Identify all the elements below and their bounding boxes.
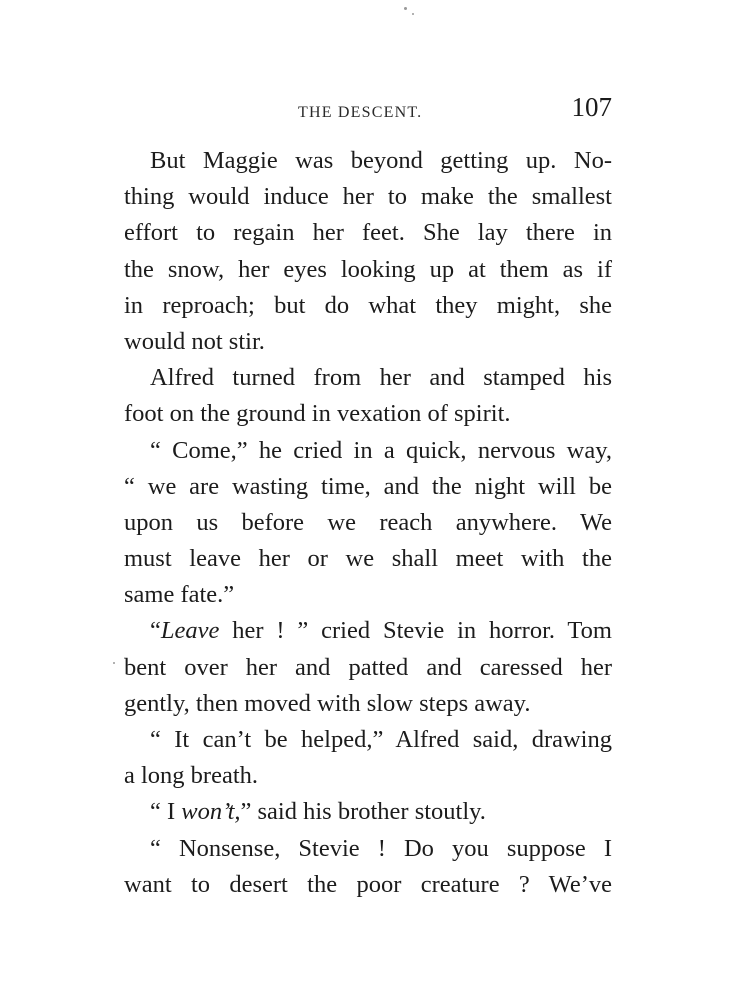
text-run: must leave her or we shall meet with the <box>124 545 612 573</box>
text-run: foot on the ground in vexation of spirit. <box>124 400 511 428</box>
text-line <box>124 613 612 649</box>
text-line <box>124 722 612 758</box>
italic-text: won’t, <box>181 798 241 826</box>
text-run: effort to regain her feet. She lay there in <box>124 219 612 247</box>
text-run: “ <box>150 617 161 645</box>
italic-text: Leave <box>160 617 220 645</box>
text-line <box>124 143 612 179</box>
text-run: gently, then moved with slow steps away. <box>124 689 531 717</box>
text-run: a long breath. <box>124 762 259 790</box>
text-run: “ we are wasting time, and the night will be <box>124 472 612 500</box>
text-line <box>124 179 612 215</box>
text-line <box>124 650 612 686</box>
running-head: THE DESCENT. <box>298 104 423 121</box>
text-line <box>124 433 612 469</box>
text-line <box>124 541 612 577</box>
text-run: want to desert the poor creature ? We’ve <box>124 870 612 898</box>
text-line <box>124 794 612 830</box>
print-speck <box>404 7 407 10</box>
text-run: her ! ” cried Stevie in horror. Tom <box>219 617 612 645</box>
text-run: same fate.” <box>124 581 235 609</box>
body-text <box>124 143 612 903</box>
page-number: 107 <box>571 92 612 122</box>
text-run: “ Come,” he cried in a quick, nervous way, <box>150 436 612 464</box>
text-run: bent over her and patted and caressed her <box>124 653 612 681</box>
text-run: “ Nonsense, Stevie ! Do you suppose I <box>150 834 612 862</box>
text-line <box>124 360 612 396</box>
text-run: Alfred turned from her and stamped his <box>150 364 612 392</box>
text-run: thing would induce her to make the smallest <box>124 183 612 211</box>
text-line <box>124 686 612 722</box>
page-header <box>122 92 612 132</box>
text-line <box>124 577 612 613</box>
text-line <box>124 469 612 505</box>
print-speck <box>113 662 115 664</box>
print-speck <box>412 13 414 15</box>
text-run: the snow, her eyes looking up at them as if <box>124 255 612 283</box>
text-line <box>124 396 612 432</box>
text-line <box>124 252 612 288</box>
text-line <box>124 505 612 541</box>
text-line <box>124 288 612 324</box>
text-line <box>124 758 612 794</box>
text-run: ” said his brother stoutly. <box>240 798 486 826</box>
text-run: would not stir. <box>124 327 265 355</box>
text-run: “ I <box>150 798 182 826</box>
text-line <box>124 867 612 903</box>
text-line <box>124 831 612 867</box>
text-run: upon us before we reach anywhere. We <box>124 508 612 536</box>
text-line <box>124 215 612 251</box>
text-run: in reproach; but do what they might, she <box>124 291 612 319</box>
text-run: But Maggie was beyond getting up. No- <box>150 147 612 174</box>
text-run: “ It can’t be helped,” Alfred said, drawing <box>150 726 612 753</box>
text-line <box>124 324 612 360</box>
